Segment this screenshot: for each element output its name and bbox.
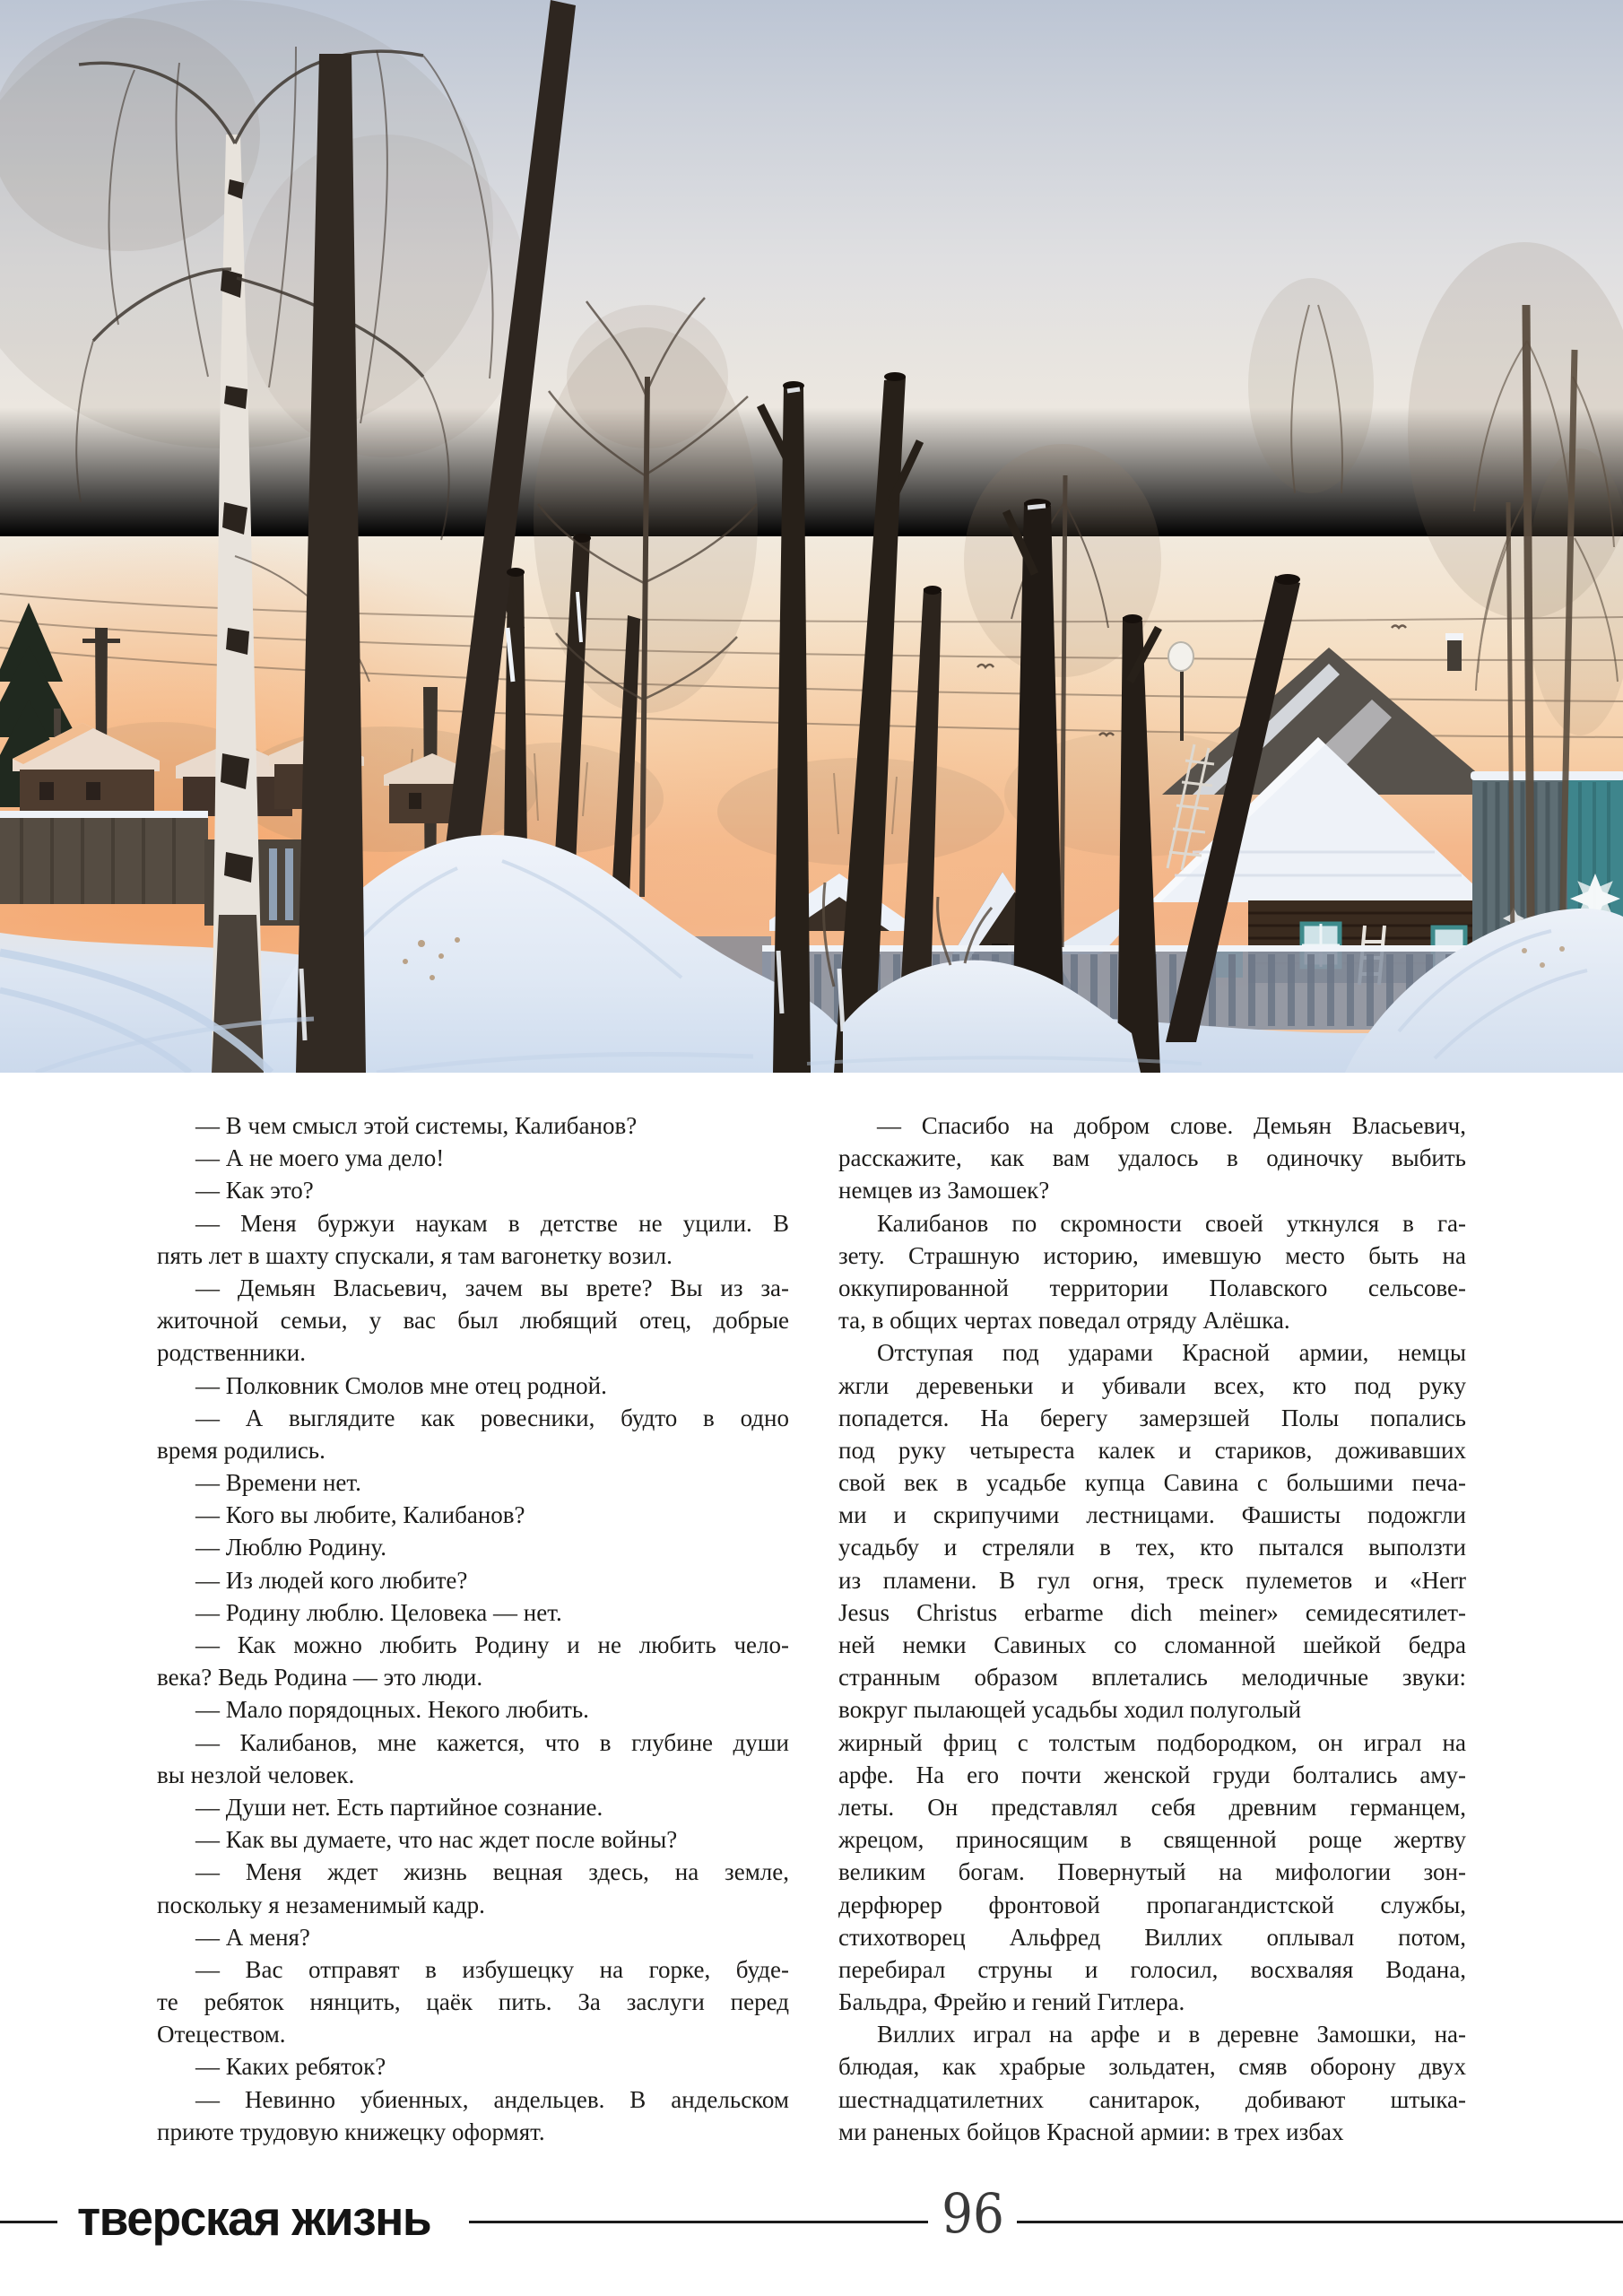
text-line: расскажите, как вам удалось в одиночку выбить [838,1144,1466,1172]
footer-brand: тверская жизнь [77,2190,431,2246]
text-line: шестнадцатилетних санитарок, добивают штыка- [838,2085,1466,2113]
text-line: под руку четыреста калек и стариков, доживавших [838,1436,1466,1464]
text-line: — Кого вы любите, Калибанов? [195,1501,525,1529]
text-line: усадьбу и стреляли в тех, кто пытался выползти [838,1534,1466,1561]
article-column-left [157,1109,789,2148]
text-line: — Времени нет. [195,1469,361,1497]
text-line: Бальдра, Фрейю и гений Гитлера. [838,1988,1185,2016]
text-line: — А не моего ума дело! [195,1144,445,1172]
text-line: — Души нет. Есть партийное сознание. [195,1793,603,1821]
text-line: — Мало порядоцных. Некого любить. [195,1696,589,1724]
text-line: — Калибанов, мне кажется, что в глубине души [195,1728,789,1756]
text-line: Виллих играл на арфе и в деревне Замошки, на- [877,2021,1466,2048]
text-line: арфе. На его почти женской груди болтались аму- [838,1761,1466,1788]
text-line: — Из людей кого любите? [195,1566,468,1594]
winter-village-photo-art [0,0,1623,1073]
text-line: — Меня ждет жизнь вецная здесь, на земле, [195,1858,789,1886]
text-line: — Как можно любить Родину и не любить чело- [195,1631,789,1658]
footer-rule-middle [469,2221,928,2223]
text-line: житочной семьи, у вас был любящий отец, добрые [157,1307,789,1335]
text-line: свой век в усадьбе купца Савина с большими печа- [838,1469,1466,1497]
text-line: — Каких ребяток? [195,2053,386,2081]
text-line: — Полковник Смолов мне отец родной. [195,1371,607,1399]
text-line: — Меня буржуи наукам в детстве не уцили. В [195,1209,789,1237]
page-number: 96 [942,2182,1004,2246]
text-line: века? Ведь Родина — это люди. [157,1664,483,1692]
text-line: Отецеством. [157,2021,286,2048]
text-line: дерфюрер фронтовой пропагандистской службы, [838,1891,1466,1918]
text-line: блюдая, как храбрые зольдатен, смяв оборону двух [838,2053,1466,2081]
text-line: Jesus Christus erbarme dich meiner» семидесятилет- [838,1598,1466,1626]
text-line: пять лет в шахту спускали, я там вагонетку возил. [157,1241,673,1269]
text-line: странным образом вплетались мелодичные звуки: [838,1664,1466,1692]
text-line: — В чем смысл этой системы, Калибанов? [195,1112,638,1139]
text-line: — Люблю Родину. [195,1534,386,1561]
text-line: — А меня? [195,1923,310,1951]
text-line: стихотворец Альфред Виллих оплывал потом, [838,1923,1466,1951]
footer-rule-left [0,2221,57,2223]
text-line: ми раненых бойцов Красной армии: в трех избах [838,2118,1344,2145]
text-line: зету. Страшную историю, имевшую место быть на [838,1241,1466,1269]
text-line: — Невинно убиенных, андельцев. В андельском [195,2085,789,2113]
text-line: Отступая под ударами Красной армии, немцы [877,1339,1466,1367]
text-line: ней немки Савиных со сломанной шейкой бедра [838,1631,1466,1658]
text-line: — Спасибо на добром слове. Демьян Власьевич, [877,1112,1466,1139]
text-line: — Как это? [195,1177,314,1205]
text-line: приюте трудовую книжецку оформят. [157,2118,545,2145]
text-line: вы незлой человек. [157,1761,355,1788]
text-line: жгли деревеньки и убивали всех, кто под руку [838,1371,1466,1399]
text-line: жирный фриц с толстым подбородком, он играл на [838,1728,1466,1756]
footer-rule-right [1017,2221,1623,2223]
text-line: время родились. [157,1436,325,1464]
text-line: великим богам. Повернутый на мифологии зон- [838,1858,1466,1886]
text-line: Калибанов по скромности своей уткнулся в га- [877,1209,1466,1237]
text-line: та, в общих чертах поведал отряду Алёшка. [838,1307,1290,1335]
text-line: поскольку я незаменимый кадр. [157,1891,485,1918]
text-line: вокруг пылающей усадьбы ходил полуголый [838,1696,1302,1724]
text-line: жрецом, приносящим в священной роще жертву [838,1826,1466,1854]
text-line: ми и скрипучими лестницами. Фашисты подожгли [838,1501,1466,1529]
winter-village-photo [0,0,1623,1073]
text-line: — Демьян Власьевич, зачем вы врете? Вы из за- [195,1274,789,1301]
text-line: — Родину люблю. Целовека — нет. [195,1598,562,1626]
text-line: из пламени. В гул огня, треск пулеметов и «Herr [838,1566,1466,1594]
text-line: леты. Он представлял себя древним германцем, [838,1793,1466,1821]
article-column-right [838,1109,1466,2148]
text-line: оккупированной территории Полавского сельсове- [838,1274,1466,1301]
text-line: родственники. [157,1339,306,1367]
text-line: — Вас отправят в избушецку на горке, буде- [195,1955,789,1983]
text-line: — А выглядите как ровесники, будто в одно [195,1404,789,1431]
text-line: перебирал струны и голосил, восхваляя Водана, [838,1955,1466,1983]
text-line: немцев из Замошек? [838,1177,1050,1205]
text-line: попадется. На берегу замерзшей Полы попались [838,1404,1466,1431]
text-line: — Как вы думаете, что нас ждет после войны? [195,1826,678,1854]
text-line: те ребяток нянцить, цаёк пить. За заслуги перед [157,1988,789,2016]
